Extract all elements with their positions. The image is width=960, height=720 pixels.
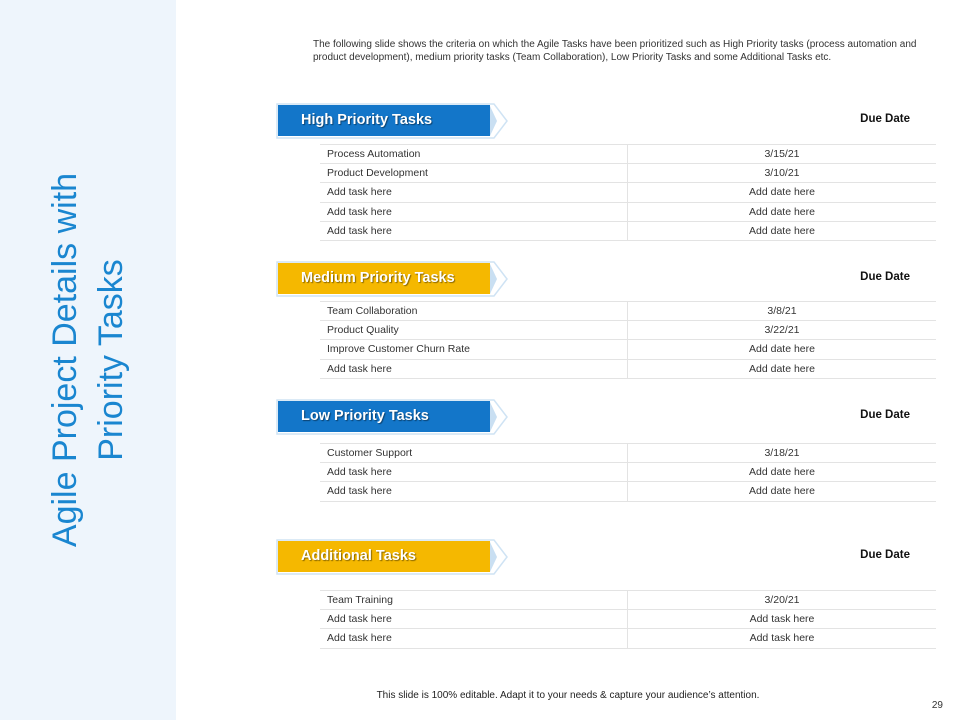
table-row: [320, 360, 936, 379]
footer-note: This slide is 100% editable. Adapt it to your needs & capture your audience’s attention.: [376, 690, 760, 701]
task-cell: Improve Customer Churn Rate: [320, 340, 628, 358]
task-cell: Add task here: [320, 463, 628, 481]
side-panel: [0, 0, 176, 720]
date-cell: 3/20/21: [764, 594, 800, 606]
slide-title: Agile Project Details with Priority Tasks: [46, 172, 130, 548]
date-cell: 3/10/21: [764, 167, 800, 180]
task-cell: Add task here: [320, 482, 628, 500]
table-row: [320, 444, 936, 463]
table-row: [320, 340, 936, 359]
section-label: High Priority Tasks: [278, 105, 490, 136]
date-cell: Add date here: [749, 224, 815, 237]
date-cell: 3/22/21: [764, 324, 800, 337]
table-row: [320, 610, 936, 629]
task-cell: Process Automation: [320, 145, 628, 163]
table-row: [320, 321, 936, 340]
task-cell: Product Development: [320, 164, 628, 182]
date-cell: Add task here: [749, 632, 815, 645]
intro-text: The following slide shows the criteria on which the Agile Tasks have been prioritized such as High Priority tasks (process automation and product development), medium priority tasks (Team Collaboration), Low Priority Tasks and some Additional Tasks etc.: [313, 39, 917, 63]
date-cell: Add date here: [749, 485, 815, 498]
task-cell: Team Training: [320, 591, 628, 609]
table-row: [320, 164, 936, 183]
task-table: [320, 301, 936, 379]
section-label: Additional Tasks: [278, 541, 490, 572]
due-date-header: Due Date: [860, 113, 910, 125]
task-cell: Team Collaboration: [320, 302, 628, 320]
banner-low-priority: [276, 399, 508, 435]
table-row: [320, 203, 936, 222]
table-row: [320, 463, 936, 482]
table-row: [320, 145, 936, 164]
banner-high-priority: [276, 103, 508, 139]
task-table: [320, 144, 936, 241]
date-cell: Add task here: [749, 613, 815, 626]
banner-medium-priority: [276, 261, 508, 297]
table-row: [320, 222, 936, 241]
section-label: Medium Priority Tasks: [278, 263, 490, 294]
date-cell: 3/8/21: [767, 305, 797, 317]
task-cell: Add task here: [320, 629, 628, 647]
table-row: [320, 183, 936, 202]
task-cell: Add task here: [320, 183, 628, 201]
task-cell: Add task here: [320, 222, 628, 240]
date-cell: Add date here: [749, 343, 815, 356]
date-cell: Add date here: [749, 466, 815, 479]
page-number: 29: [931, 700, 943, 711]
table-row: [320, 482, 936, 501]
due-date-header: Due Date: [860, 409, 910, 421]
task-cell: Customer Support: [320, 444, 628, 462]
date-cell: 3/18/21: [764, 447, 800, 459]
task-cell: Product Quality: [320, 321, 628, 339]
date-cell: Add date here: [749, 362, 815, 375]
date-cell: 3/15/21: [764, 148, 800, 160]
date-cell: Add date here: [749, 186, 815, 199]
due-date-header: Due Date: [860, 549, 910, 561]
task-cell: Add task here: [320, 610, 628, 628]
task-table: [320, 443, 936, 502]
task-cell: Add task here: [320, 360, 628, 378]
task-table: [320, 590, 936, 649]
banner-additional: [276, 539, 508, 575]
table-row: [320, 591, 936, 610]
task-cell: Add task here: [320, 203, 628, 221]
due-date-header: Due Date: [860, 271, 910, 283]
table-row: [320, 629, 936, 648]
table-row: [320, 302, 936, 321]
section-label: Low Priority Tasks: [278, 401, 490, 432]
date-cell: Add date here: [749, 205, 815, 218]
